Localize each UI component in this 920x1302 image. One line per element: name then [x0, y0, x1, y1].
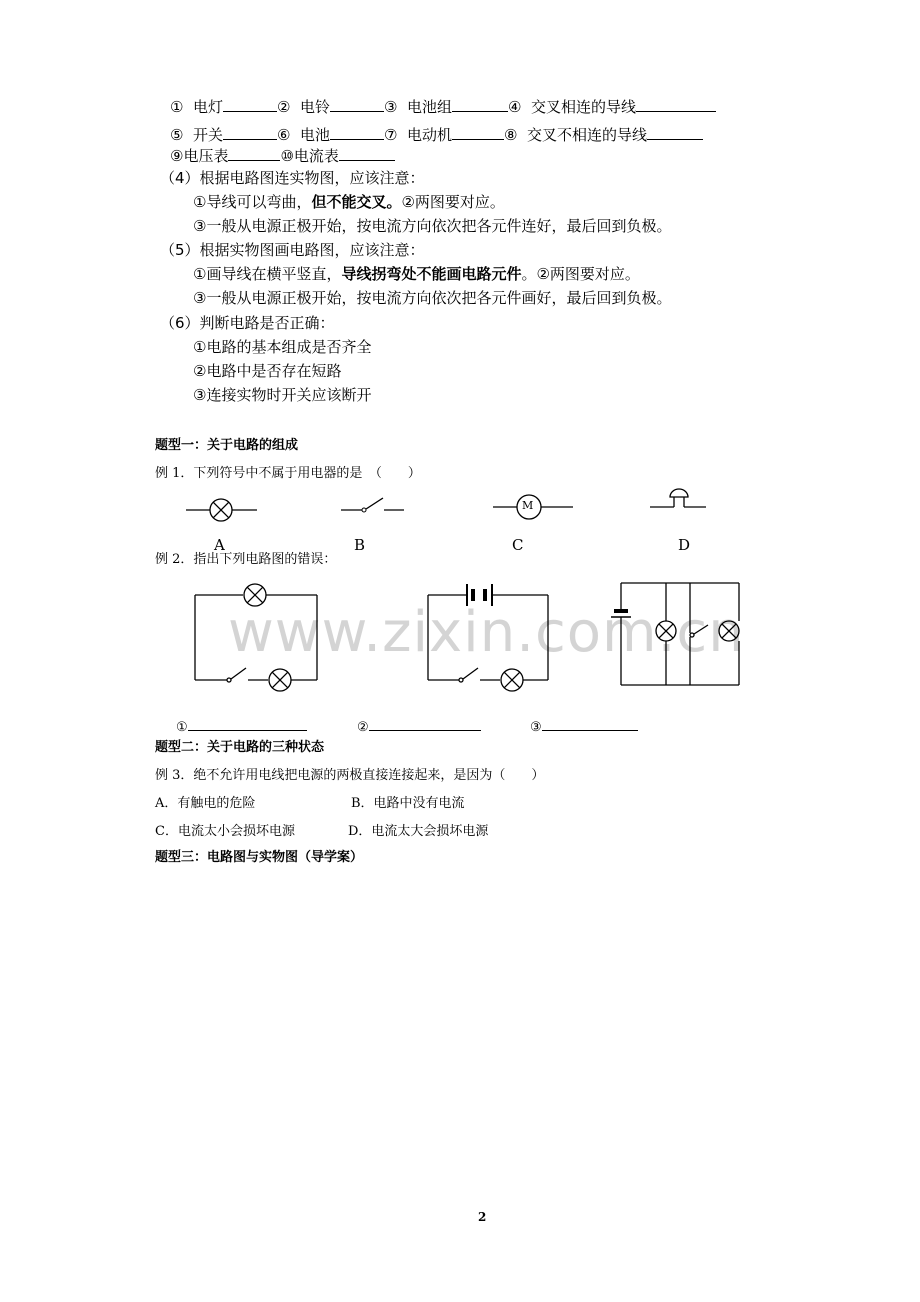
item-6-point-3: ③连接实物时开关应该断开	[193, 386, 372, 404]
text: ①导线可以弯曲，	[193, 193, 312, 211]
symbol-number: ⑨	[170, 147, 184, 165]
item-4-point-2: ③一般从电源正极开始，按电流方向依次把各元件连好，最后回到负极。	[193, 217, 672, 235]
answer-label: ①	[176, 720, 188, 735]
symbol-number: ⑤	[170, 126, 184, 144]
bold-text: 但不能交叉。	[311, 193, 402, 211]
symbol-name: 电压表	[183, 147, 229, 165]
motor-letter: M	[522, 499, 534, 512]
type-3-heading: 题型三：电路图与实物图（导学案）	[155, 850, 364, 865]
type-1-heading: 题型一：关于电路的组成	[155, 438, 299, 453]
item-5-title: （5）根据实物图画电路图，应该注意：	[160, 241, 425, 259]
symbol-name: 电铃	[300, 98, 331, 116]
type-2-heading: 题型二：关于电路的三种状态	[155, 740, 325, 755]
symbol-name: 电动机	[407, 126, 453, 144]
item-6-point-1: ①电路的基本组成是否齐全	[193, 338, 372, 356]
example-3-option-a: A．有触电的危险	[155, 796, 256, 811]
item-4-title: （4）根据电路图连实物图，应该注意：	[160, 169, 425, 187]
example-2-question: 例 2．指出下列电路图的错误：	[155, 552, 337, 567]
symbol-name: 交叉不相连的导线	[527, 126, 648, 144]
circuit-1-diagram	[195, 584, 317, 691]
symbol-name: 交叉相连的导线	[531, 98, 637, 116]
bold-text: 导线拐弯处不能画电路元件	[341, 265, 522, 283]
answer-label: ③	[530, 720, 542, 735]
text: 。②两图要对应。	[521, 265, 640, 283]
option-b-label: B	[354, 536, 366, 554]
example-3-option-b: B．电路中没有电流	[351, 796, 465, 811]
symbol-name: 电池	[300, 126, 331, 144]
example-1-question: 例 1．下列符号中不属于用电器的是 （ ）	[155, 466, 421, 481]
text: ②两图要对应。	[401, 193, 505, 211]
item-6-title: （6）判断电路是否正确：	[160, 314, 335, 332]
option-a-label: A	[214, 536, 225, 554]
symbol-name: 电池组	[407, 98, 453, 116]
answer-label: ②	[357, 720, 369, 735]
option-d-label: D	[678, 536, 691, 554]
text: ①画导线在横平竖直，	[193, 265, 342, 283]
symbol-number: ⑧	[504, 126, 518, 144]
symbol-number: ④	[508, 98, 522, 116]
example-3-option-d: D．电流太大会损坏电源	[348, 824, 489, 839]
option-c-label: C	[512, 536, 524, 554]
example-3-option-c: C．电流太小会损坏电源	[155, 824, 295, 839]
symbol-number: ③	[384, 98, 398, 116]
symbol-number: ②	[277, 98, 291, 116]
symbol-name: 电灯	[193, 98, 224, 116]
symbol-number: ①	[170, 98, 184, 116]
symbol-name: 电流表	[293, 147, 339, 165]
example-3-question: 例 3．绝不允许用电线把电源的两极直接连接起来，是因为（ ）	[155, 768, 545, 783]
item-5-point-2: ③一般从电源正极开始，按电流方向依次把各元件画好，最后回到负极。	[193, 289, 672, 307]
page-number: 2	[478, 1210, 487, 1224]
symbol-number: ⑥	[277, 126, 291, 144]
circuit-2-diagram	[428, 584, 548, 691]
symbol-name: 开关	[193, 126, 224, 144]
item-6-point-2: ②电路中是否存在短路	[193, 362, 342, 380]
watermark: www.zixin.com.cn	[228, 600, 745, 665]
circuit-3-diagram	[611, 583, 739, 685]
symbol-number: ⑦	[384, 126, 398, 144]
symbol-number: ⑩	[280, 147, 294, 165]
